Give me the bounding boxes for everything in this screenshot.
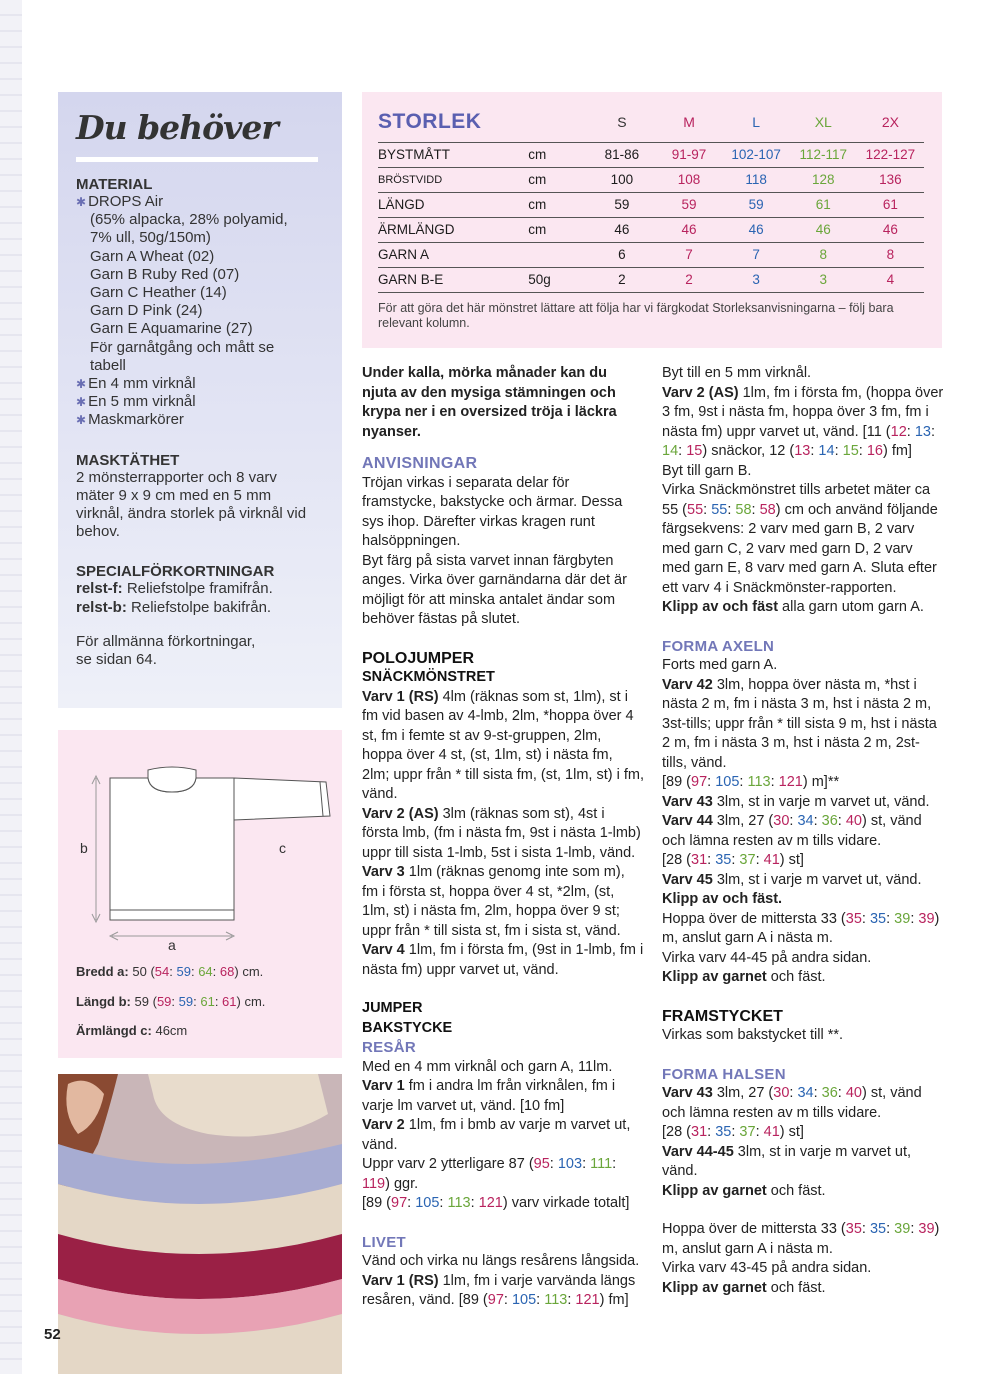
row-45: Varv 45 3lm, st i varje m varvet ut, vänd. (662, 871, 922, 888)
bakstycke-heading: BAKSTYCKE (362, 1019, 453, 1036)
material-heading: MATERIAL (76, 176, 153, 193)
byt-5mm: Byt till en 5 mm virknål. (662, 365, 812, 381)
klipp-3: Klipp av garnet och fäst. (662, 969, 826, 985)
livet-row-1: Varv 1 (RS) 1lm, fm i varje varvända längs resåren, vänd. [89 (97: 105: 113: 121) fm] (362, 1272, 636, 1308)
sleeve-shape (234, 778, 330, 820)
sweater-photo-illustration (58, 1074, 342, 1374)
yarn-name: ✱ DROPS Air (76, 193, 324, 211)
garment-diagram (58, 730, 342, 1058)
rows-44-45-other-side: Virka varv 44-45 på andra sidan. (662, 949, 872, 966)
abbreviations-heading: SPECIALFÖRKORTNINGAR (76, 563, 275, 581)
hook-4mm: ✱ En 4 mm virknål (76, 375, 324, 393)
color-code-note: För att göra det här mönstret lättare att följa har vi färgkodat Storleksanvisningarna – följ bara relevant kolumn. (378, 300, 894, 330)
cell-m: 7 (655, 242, 722, 267)
row-label: LÄNGD (378, 192, 528, 217)
measurement-armlangd: Ärmlängd c: 46cm (76, 1023, 188, 1038)
size-row-garn-a (378, 242, 924, 267)
forma-axeln-heading: FORMA AXELN (662, 637, 775, 655)
cell-xl: 3 (790, 267, 857, 292)
cell-s: 100 (588, 167, 655, 192)
size-s: S (588, 102, 655, 142)
skip-middle: Hoppa över de mittersta 33 (35: 35: 39: 39) m, anslut garn A i nästa m. (662, 910, 940, 946)
garn-d: Garn D Pink (24) (90, 302, 203, 320)
gauge-line-3: virknål, ändra storlek på virknål vid (76, 505, 307, 523)
sweater-schematic (58, 730, 342, 960)
size-m: M (655, 102, 722, 142)
yarn-order-note-1: För garnåtgång och mått se (90, 338, 275, 356)
title-rule (76, 157, 318, 162)
garn-e: Garn E Aquamarine (27) (90, 320, 253, 338)
cell-m: 108 (655, 167, 722, 192)
general-abbreviations-2: se sidan 64. (76, 651, 157, 669)
cell-l: 46 (723, 217, 790, 242)
size-row-brostvidd (378, 167, 924, 192)
byt-garn-b: Byt till garn B. (662, 462, 752, 479)
klipp-1: Klipp av och fäst alla garn utom garn A. (662, 599, 924, 615)
label-b: b (80, 840, 88, 856)
cell-m: 2 (655, 267, 722, 292)
gauge-line-2: mäter 9 x 9 cm med en 5 mm (76, 486, 272, 504)
cell-s: 2 (588, 267, 655, 292)
intro-text: Under kalla, mörka månader kan du njuta av den mysiga stämningen och krypa ner i en oversized tröja i läckra nyanser. (362, 365, 617, 440)
row-unit: cm (528, 192, 588, 217)
framstycket-text: Virkas som bakstycket till **. (662, 1027, 844, 1043)
cell-xl: 112-117 (790, 142, 857, 167)
neck-rows-44-45: Varv 44-45 3lm, st in varje m varvet ut, vänd. (662, 1143, 912, 1179)
materials-title: Du behöver (76, 108, 278, 147)
body-shape (110, 778, 234, 920)
instructions-column-2 (662, 364, 944, 1298)
materials-panel (58, 92, 342, 708)
gauge-line-1: 2 mönsterrapporter och 8 varv (76, 468, 277, 486)
sweater-photo (58, 1074, 342, 1374)
size-xl: XL (790, 102, 857, 142)
size-header-row (378, 102, 924, 142)
cell-2x: 122-127 (857, 142, 924, 167)
cell-l: 59 (723, 192, 790, 217)
size-chart (362, 92, 942, 348)
measurement-bredd: Bredd a: 50 (54: 59: 64: 68) cm. (76, 964, 264, 979)
forts-garn-a: Forts med garn A. (662, 657, 778, 673)
cell-xl: 46 (790, 217, 857, 242)
framstycket-heading: FRAMSTYCKET (662, 1007, 783, 1025)
cell-s: 46 (588, 217, 655, 242)
snack-row-3: Varv 3 1lm (räknas genomg inte som m), fm i första st, hoppa över 4 st, *2lm, (st, 1lm, st) i nästa fm, 2lm, hoppa över 9 st; uppr från * till sista st, fm i sista st, vänd. (362, 864, 625, 939)
cell-2x: 46 (857, 217, 924, 242)
decorative-strip (0, 0, 22, 1374)
row-2-as: Varv 2 (AS) 1lm, fm i första fm, (hoppa över 3 fm, 9st i nästa fm, hoppa över 3 fm, fm i nästa fm) uppr varvet ut, vänd. [11 (12: 13: 14: 15) snäckor, 12 (13: 14: 15: 16) fm] (662, 384, 944, 459)
row-44: Varv 44 3lm, 27 (30: 34: 36: 40) st, vänd och lämna resten av m tills vidare. (662, 813, 922, 849)
row-42: Varv 42 3lm, hoppa över nästa m, *hst i nästa 2 m, fm i nästa 3 m, hst i nästa 2 m, 3st-tills; uppr från * till sista 9 m, hst i nästa 2 m, fm i nästa 3 m, hst i nästa 2 m, 2st-tills, vänd. (662, 676, 937, 771)
yarn-composition-1: (65% alpacka, 28% polyamid, (90, 211, 288, 229)
resar-total: [89 (97: 105: 113: 121) varv virkade totalt] (362, 1195, 630, 1211)
cell-2x: 4 (857, 267, 924, 292)
neck-row-43: Varv 43 3lm, 27 (30: 34: 36: 40) st, vänd och lämna resten av m tills vidare. (662, 1085, 922, 1121)
size-title: STORLEK (378, 102, 528, 142)
yarn-order-note-2: tabell (90, 356, 126, 374)
cell-s: 59 (588, 192, 655, 217)
size-row-bystmatt (378, 142, 924, 167)
unit-header (528, 102, 588, 142)
snack-row-4: Varv 4 1lm, fm i första fm, (9st in 1-lmb, fm i nästa fm) uppr varvet ut, vänd. (362, 942, 644, 978)
cell-m: 91-97 (655, 142, 722, 167)
resar-row-2: Varv 2 1lm, fm i bmb av varje m varvet ut, vänd. (362, 1117, 631, 1153)
size-2x: 2X (857, 102, 924, 142)
snackmonster-heading: SNÄCKMÖNSTRET (362, 669, 495, 685)
abbreviation-relst-f: relst-f: Reliefstolpe framifrån. (76, 580, 273, 598)
abbreviation-relst-b: relst-b: Reliefstolpe bakifrån. (76, 598, 272, 616)
count-28: [28 (31: 35: 37: 41) st] (662, 852, 804, 868)
rows-43-45-other-side: Virka varv 43-45 på andra sidan. (662, 1260, 872, 1276)
snack-sequence: Virka Snäckmönstret tills arbetet mäter ca 55 (55: 55: 58: 58) cm och använd följande färgsekvens: 2 varv med garn B, 2 varv med garn C, 2 varv med garn D, 2 varv med garn E, 8 varv med garn A. Sluta efter ett varv 4 i Snäckmönster-rapporten. (662, 482, 938, 596)
size-l: L (723, 102, 790, 142)
cell-s: 6 (588, 242, 655, 267)
collar-shape (148, 767, 196, 792)
row-label: BRÖSTVIDD (378, 167, 528, 192)
cell-l: 102-107 (723, 142, 790, 167)
row-unit (528, 242, 588, 267)
anvisningar-1: Tröjan virkas i separata delar för framstycke, bakstycke och ärmar. Dessa sys ihop. Därefter virkas kragen runt halsöppningen. (362, 474, 623, 549)
row-unit: cm (528, 142, 588, 167)
klipp-4: Klipp av garnet och fäst. (662, 1182, 826, 1199)
cell-xl: 128 (790, 167, 857, 192)
garn-c: Garn C Heather (14) (90, 284, 227, 302)
cell-l: 7 (723, 242, 790, 267)
neck-count-28: [28 (31: 35: 37: 41) st] (662, 1124, 804, 1140)
general-abbreviations-1: För allmänna förkortningar, (76, 632, 256, 650)
cell-2x: 8 (857, 242, 924, 267)
row-unit: cm (528, 167, 588, 192)
cell-s: 81-86 (588, 142, 655, 167)
cell-2x: 61 (857, 192, 924, 217)
size-row-armlangd (378, 217, 924, 242)
yarn-composition-2: 7% ull, 50g/150m) (90, 229, 211, 247)
row-label: ÄRMLÄNGD (378, 217, 528, 242)
instructions-column-1 (362, 364, 644, 1311)
gauge-heading: MASKTÄTHET (76, 451, 180, 469)
cell-m: 46 (655, 217, 722, 242)
resar-repeat: Uppr varv 2 ytterligare 87 (95: 103: 111: 119) ggr. (362, 1156, 617, 1192)
anvisningar-2: Byt färg på sista varvet innan färgbyten anges. Virka över garnändarna där det är möjligt för att minska antalet ändar som behöver fästas på slutet. (362, 552, 627, 627)
garn-a: Garn A Wheat (02) (90, 247, 215, 265)
resar-start: Med en 4 mm virknål och garn A, 11lm. (362, 1058, 613, 1075)
snack-row-2: Varv 2 (AS) 3lm (räknas som st), 4st i första lmb, (fm i nästa fm, 9st i nästa 1-lmb) uppr till sista 1-lmb, 5st i sista 1-lmb, vänd. (362, 805, 641, 861)
stitch-markers: ✱ Maskmarkörer (76, 411, 324, 429)
neck-skip-middle: Hoppa över de mittersta 33 (35: 35: 39: 39) m, anslut garn A i nästa m. (662, 1221, 940, 1257)
hook-5mm: ✱ En 5 mm virknål (76, 393, 324, 411)
garn-b: Garn B Ruby Red (07) (90, 265, 240, 283)
size-row-langd (378, 192, 924, 217)
cell-xl: 8 (790, 242, 857, 267)
label-c: c (279, 840, 286, 856)
row-unit: 50g (528, 267, 588, 292)
cell-xl: 61 (790, 192, 857, 217)
klipp-2: Klipp av och fäst. (662, 891, 783, 907)
klipp-5: Klipp av garnet och fäst. (662, 1279, 826, 1296)
polojumper-heading: POLOJUMPER (362, 649, 475, 667)
size-table (378, 102, 924, 293)
row-43: Varv 43 3lm, st in varje m varvet ut, vänd. (662, 793, 930, 810)
row-label: GARN B-E (378, 267, 528, 292)
cell-m: 59 (655, 192, 722, 217)
cell-2x: 136 (857, 167, 924, 192)
jumper-heading: JUMPER (362, 1000, 423, 1016)
size-row-garn-b-e (378, 267, 924, 292)
row-label: BYSTMÅTT (378, 142, 528, 167)
count-89: [89 (97: 105: 113: 121) m]** (662, 774, 840, 790)
resar-heading: RESÅR (362, 1039, 417, 1056)
measurement-langd: Längd b: 59 (59: 59: 61: 61) cm. (76, 994, 266, 1009)
livet-heading: LIVET (362, 1233, 407, 1251)
gauge-line-4: behov. (76, 523, 120, 541)
snack-row-1: Varv 1 (RS) 4lm (räknas som st, 1lm), st i fm vid basen av 4-lmb, 2lm, *hoppa över 4 st, fm i femte st av 9-st-gruppen, 2lm, hoppa över 4 st, (st, 1lm, st) i nästa fm, 2lm; uppr från * till sista fm, (st, 1lm, st) i fm, vänd. (362, 688, 644, 802)
cell-l: 3 (723, 267, 790, 292)
livet-text: Vänd och virka nu längs resårens långsida. (362, 1253, 640, 1269)
page-number: 52 (44, 1326, 61, 1343)
label-a: a (168, 937, 176, 953)
anvisningar-heading: ANVISNINGAR (362, 455, 478, 472)
row-unit: cm (528, 217, 588, 242)
forma-halsen-heading: FORMA HALSEN (662, 1065, 786, 1083)
row-label: GARN A (378, 242, 528, 267)
resar-row-1: Varv 1 fm i andra lm från virknålen, fm i varje lm varvet ut, vänd. [10 fm] (362, 1078, 616, 1114)
cell-l: 118 (723, 167, 790, 192)
